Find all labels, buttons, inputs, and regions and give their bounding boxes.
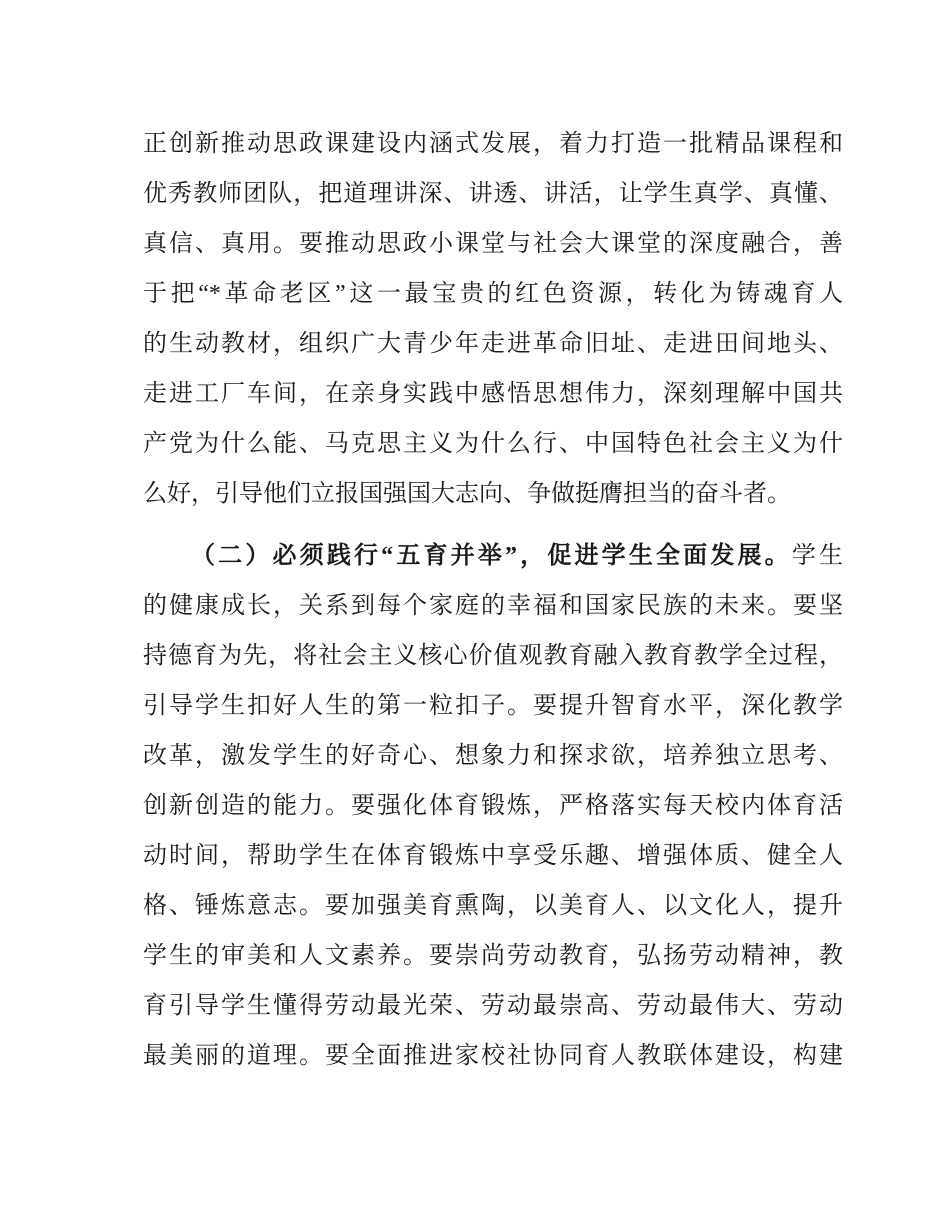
text-line <box>143 469 843 519</box>
text-line <box>143 219 843 269</box>
line-text: 么好，引导他们立报国强国大志向、争做挺膺担当的奋斗者。 <box>143 481 791 507</box>
text-line <box>143 731 843 781</box>
text-line <box>143 269 843 319</box>
document-body <box>143 119 843 1081</box>
line-text: 走进工厂车间，在亲身实践中感悟思想伟力，深刻理解中国共 <box>143 381 843 407</box>
line-text: 真信、真用。要推动思政小课堂与社会大课堂的深度融合，善 <box>143 231 843 257</box>
text-line <box>143 319 843 369</box>
line-text: 改革，激发学生的好奇心、想象力和探求欲，培养独立思考、 <box>143 743 843 769</box>
line-text: 于把“*革命老区”这一最宝贵的红色资源，转化为铸魂育人 <box>143 281 843 307</box>
line-text: 持德育为先，将社会主义核心价值观教育融入教育教学全过程， <box>143 643 843 669</box>
line-text: 学生的审美和人文素养。要崇尚劳动教育，弘扬劳动精神，教 <box>143 943 843 969</box>
line-text: 的生动教材，组织广大青少年走进革命旧址、走进田间地头、 <box>143 331 843 357</box>
text-line <box>143 369 843 419</box>
line-text: 正创新推动思政课建设内涵式发展，着力打造一批精品课程和 <box>143 131 843 157</box>
text-line <box>143 931 843 981</box>
text-line <box>143 581 843 631</box>
line-text: 优秀教师团队，把道理讲深、讲透、讲活，让学生真学、真懂、 <box>143 181 843 207</box>
line-text: 最美丽的道理。要全面推进家校社协同育人教联体建设，构建 <box>143 1043 843 1069</box>
text-line <box>143 981 843 1031</box>
line-text: 引导学生扣好人生的第一粒扣子。要提升智育水平，深化教学 <box>143 693 843 719</box>
line-text: 动时间，帮助学生在体育锻炼中享受乐趣、增强体质、健全人 <box>143 843 843 869</box>
line-text: 创新创造的能力。要强化体育锻炼，严格落实每天校内体育活 <box>143 793 843 819</box>
text-line <box>143 419 843 469</box>
line-text: 育引导学生懂得劳动最光荣、劳动最崇高、劳动最伟大、劳动 <box>143 993 843 1019</box>
text-line <box>143 881 843 931</box>
text-line <box>143 831 843 881</box>
text-line <box>143 681 843 731</box>
text-line <box>143 1031 843 1081</box>
line-text: 学生 <box>791 543 844 569</box>
paragraph-heading-line <box>143 531 843 581</box>
text-line <box>143 169 843 219</box>
section-heading: （二）必须践行“五育并举”，促进学生全面发展。 <box>191 543 792 569</box>
text-line <box>143 119 843 169</box>
line-text: 格、锤炼意志。要加强美育熏陶，以美育人、以文化人，提升 <box>143 893 843 919</box>
text-line <box>143 781 843 831</box>
line-text: 的健康成长，关系到每个家庭的幸福和国家民族的未来。要坚 <box>143 593 843 619</box>
line-text: 产党为什么能、马克思主义为什么行、中国特色社会主义为什 <box>143 431 843 457</box>
text-line <box>143 631 843 681</box>
